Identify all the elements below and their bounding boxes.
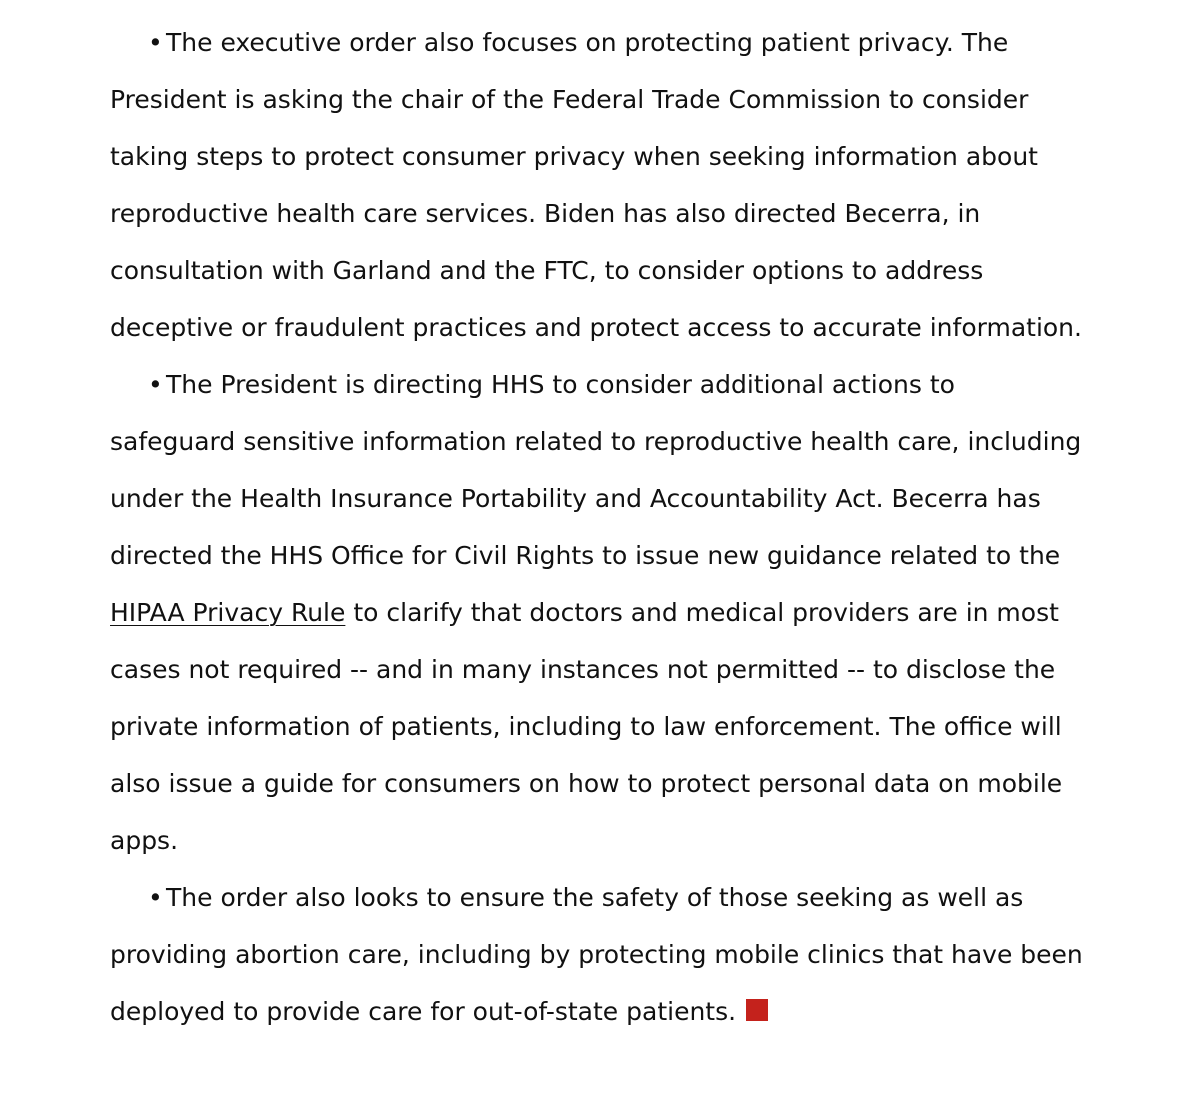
bullet-icon: •	[148, 883, 163, 912]
bullet-text-before-link: The President is directing HHS to consider additional actions to safeguard sensitive information related to reproductive health care, including under the Health Insurance Portability and Accountability Act. Becerra has directed the HHS Office for Civil Rights to issue new guidance related to the	[110, 370, 1082, 570]
bullet-text: The executive order also focuses on protecting patient privacy. The President is asking the chair of the Federal Trade Commission to consider taking steps to protect consumer privacy when seeking information about reproductive health care services. Biden has also directed Becerra, in consultation with Garland and the FTC, to consider options to address deceptive or fraudulent practices and protect access to accurate information.	[110, 28, 1082, 342]
bullet-paragraph-privacy	[110, 14, 1085, 356]
article-body	[110, 14, 1085, 1040]
bullet-paragraph-hhs	[110, 356, 1085, 869]
bullet-text-after-link: to clarify that doctors and medical providers are in most cases not required -- and in many instances not permitted -- to disclose the private information of patients, including to law enforcement. The office will also issue a guide for consumers on how to protect personal data on mobile apps.	[110, 598, 1063, 855]
end-of-article-icon	[746, 999, 768, 1021]
hipaa-privacy-rule-link[interactable]: HIPAA Privacy Rule	[110, 598, 346, 627]
bullet-paragraph-safety	[110, 869, 1085, 1040]
bullet-text: The order also looks to ensure the safety of those seeking as well as providing abortion care, including by protecting mobile clinics that have been deployed to provide care for out-of-state patients.	[110, 883, 1083, 1026]
cut-off-previous-line	[110, 0, 1085, 15]
bullet-icon: •	[148, 28, 163, 57]
bullet-icon: •	[148, 370, 163, 399]
